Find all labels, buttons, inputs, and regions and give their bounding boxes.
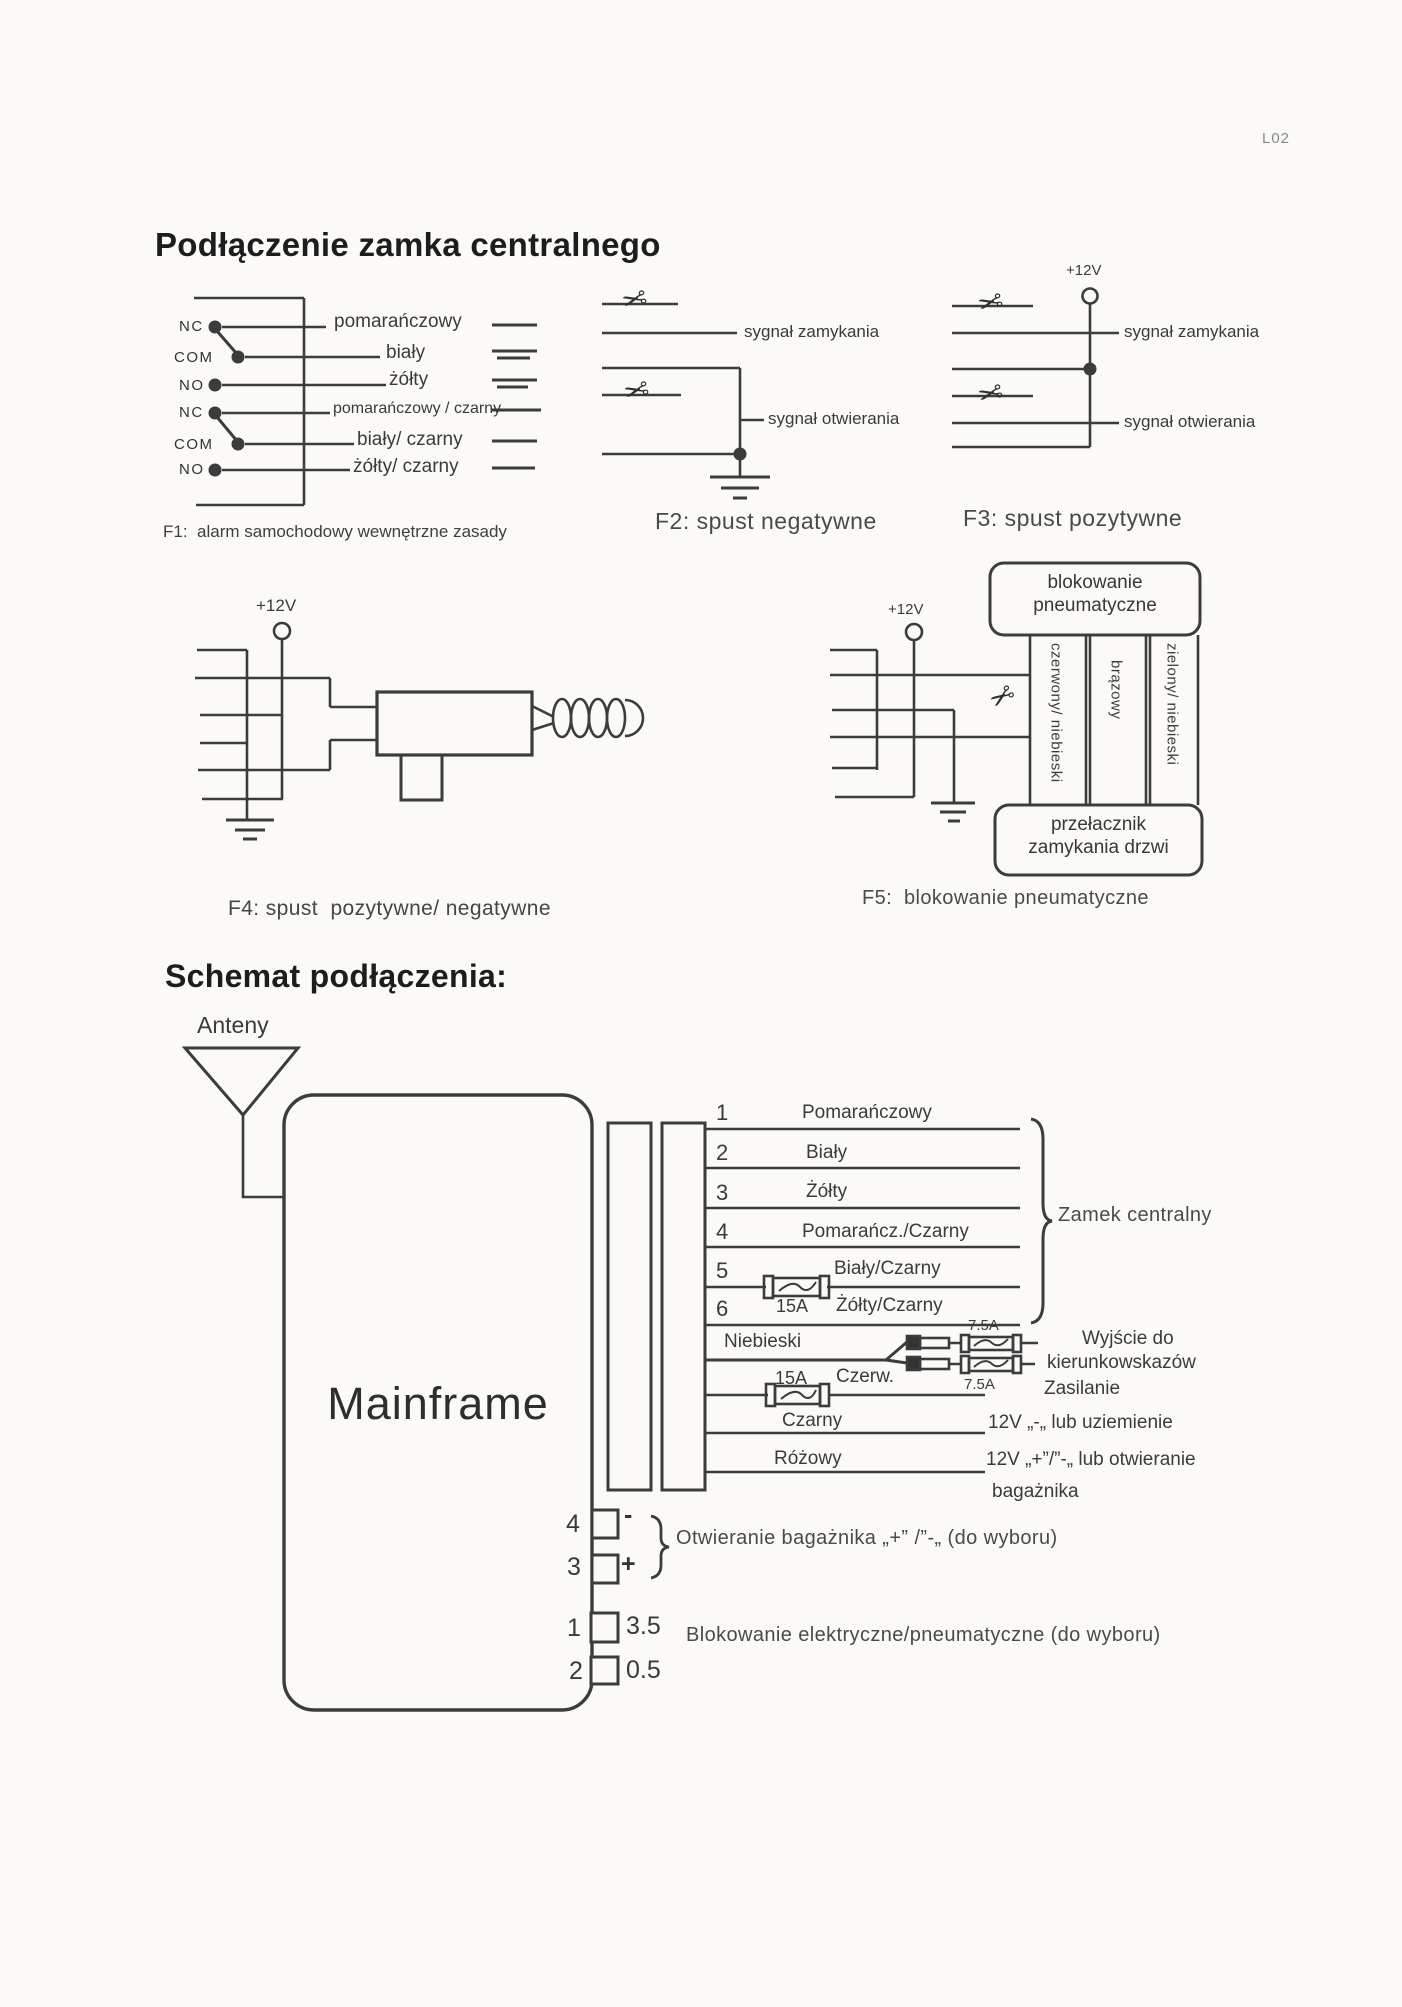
f5-top-box-label: blokowanie <box>1047 572 1143 593</box>
junction-dot <box>734 448 747 461</box>
f2-open-signal-label: sygnał otwierania <box>768 409 900 428</box>
f1-terminal-label: COM <box>174 436 214 453</box>
f1-terminal-label: NO <box>179 461 205 478</box>
f4-circuit-lines <box>195 623 643 839</box>
plus12v-terminal <box>274 623 290 639</box>
trunk-option-label: Otwieranie bagażnika „+” /”-„ (do wyboru) <box>676 1527 1058 1549</box>
pin-value: 3.5 <box>626 1612 661 1640</box>
f1-caption: F1: alarm samochodowy wewnętrzne zasady <box>163 522 507 541</box>
f1-wire-label: pomarańczowy / czarny <box>333 400 502 417</box>
page-number: L02 <box>1262 130 1291 147</box>
output-label: kierunkowskazów <box>1047 1352 1196 1373</box>
pin-number: 2 <box>569 1657 583 1685</box>
f1-terminal-label: NC <box>179 404 204 421</box>
pin-sign: - <box>624 1501 633 1529</box>
f1-terminal-label: NC <box>179 318 204 335</box>
pin-value: 0.5 <box>626 1656 661 1684</box>
connector-strip <box>608 1123 651 1490</box>
wire-number: 4 <box>716 1219 729 1244</box>
wire-label: Pomarańcz./Czarny <box>802 1221 969 1242</box>
wire-label: Żółty/Czarny <box>836 1295 943 1316</box>
central-lock-group-label: Zamek centralny <box>1058 1204 1212 1226</box>
f1-wire-label: biały <box>386 342 426 363</box>
output-label: Wyjście do <box>1082 1328 1174 1349</box>
actuator-mount <box>401 755 442 800</box>
f2-caption: F2: spust negatywne <box>655 508 877 534</box>
f3-close-signal-label: sygnał zamykania <box>1124 322 1260 341</box>
pin-sign: + <box>621 1550 636 1578</box>
f1-wire-label: biały/ czarny <box>357 429 463 450</box>
antenna-icon <box>185 1048 298 1115</box>
f1-terminal-label: NO <box>179 377 205 394</box>
wire-number: 1 <box>716 1100 729 1125</box>
f3-circuit-lines <box>952 289 1119 448</box>
f5-bottom-box-label: zamykania drzwi <box>1028 837 1169 858</box>
f3-open-signal-label: sygnał otwierania <box>1124 412 1256 431</box>
fuse-rating: 7.5A <box>968 1317 999 1334</box>
f4-supply-label: +12V <box>256 596 297 615</box>
wire-label: Różowy <box>774 1448 842 1469</box>
scissors-icon: ✂ <box>620 371 654 412</box>
wire-label: Niebieski <box>724 1331 802 1352</box>
f5-bottom-box-label: przełacznik <box>1050 814 1147 835</box>
scissors-icon: ✂ <box>974 283 1008 324</box>
scissors-icon: ✂ <box>618 280 652 321</box>
ground-icon <box>710 477 770 498</box>
wire-label: Biały <box>806 1142 848 1163</box>
f1-terminal-label: COM <box>174 349 214 366</box>
bullet-connector <box>907 1336 920 1349</box>
connector-strip <box>662 1123 705 1490</box>
pin-number: 3 <box>567 1553 581 1581</box>
antenna-label: Anteny <box>197 1012 269 1038</box>
f3-supply-label: +12V <box>1066 262 1102 279</box>
wire-label: Żółty <box>806 1181 848 1202</box>
fuse-rating: 15A <box>776 1296 809 1316</box>
f5-supply-label: +12V <box>888 601 924 618</box>
f2-close-signal-label: sygnał zamykania <box>744 322 880 341</box>
ground-icon <box>931 803 975 821</box>
f5-wire-label-vertical: brązowy <box>1107 660 1125 720</box>
f1-wire-label: żółty <box>389 369 429 390</box>
wire-number: 3 <box>716 1180 729 1205</box>
f5-wire-label-vertical: zielony/ niebieski <box>1163 643 1181 766</box>
actuator-body <box>377 692 532 755</box>
wire-label: Pomarańczowy <box>802 1102 932 1123</box>
fuse-rating: 7.5A <box>964 1376 995 1393</box>
f3-caption: F3: spust pozytywne <box>963 505 1183 531</box>
fuse-rating: 15A <box>775 1368 808 1388</box>
pin-number: 4 <box>566 1510 580 1538</box>
f5-top-box-label: pneumatyczne <box>1033 595 1157 616</box>
bullet-connector <box>907 1357 920 1370</box>
fuse-icon <box>961 1356 1021 1373</box>
pin-number: 1 <box>567 1614 581 1642</box>
f1-wire-label: żółty/ czarny <box>353 456 459 477</box>
actuator-spring <box>553 699 643 737</box>
bullet-connector <box>920 1359 949 1369</box>
trunk-brace <box>651 1516 669 1578</box>
section2-title: Schemat podłączenia: <box>165 958 508 994</box>
scissors-icon: ✂ <box>982 675 1023 720</box>
f5-wire-label-vertical: czerwony/ niebieski <box>1047 643 1065 783</box>
plus12v-terminal <box>906 624 922 640</box>
output-label: Zasilanie <box>1044 1378 1121 1399</box>
wire-label: Czarny <box>782 1410 843 1431</box>
section1-title: Podłączenie zamka centralnego <box>155 226 661 263</box>
wire-label: Biały/Czarny <box>834 1258 941 1279</box>
output-label: bagażnika <box>992 1481 1079 1502</box>
ground-icon <box>226 820 274 839</box>
output-label: 12V „-„ lub uziemienie <box>988 1412 1173 1433</box>
fuse-icon <box>764 1276 829 1298</box>
wire-number: 5 <box>716 1258 729 1283</box>
output-label: 12V „+”/”-„ lub otwieranie <box>986 1449 1196 1470</box>
mainframe-label: Mainframe <box>327 1378 549 1429</box>
wire-label: Czerw. <box>836 1366 895 1387</box>
plus12v-terminal <box>1083 289 1098 304</box>
f4-caption: F4: spust pozytywne/ negatywne <box>228 897 551 920</box>
f5-caption: F5: blokowanie pneumatyczne <box>862 887 1149 909</box>
junction-dot <box>1084 363 1097 376</box>
pin-square <box>591 1510 618 1684</box>
fuse-icon <box>961 1335 1021 1352</box>
wire-number: 6 <box>716 1296 729 1321</box>
wire-number: 2 <box>716 1140 729 1165</box>
bullet-connector <box>920 1338 949 1348</box>
lock-option-label: Blokowanie elektryczne/pneumatyczne (do wyboru) <box>686 1624 1161 1646</box>
f1-wire-label: pomarańczowy <box>334 311 462 332</box>
group-brace <box>1031 1119 1052 1323</box>
scissors-icon: ✂ <box>974 374 1008 415</box>
